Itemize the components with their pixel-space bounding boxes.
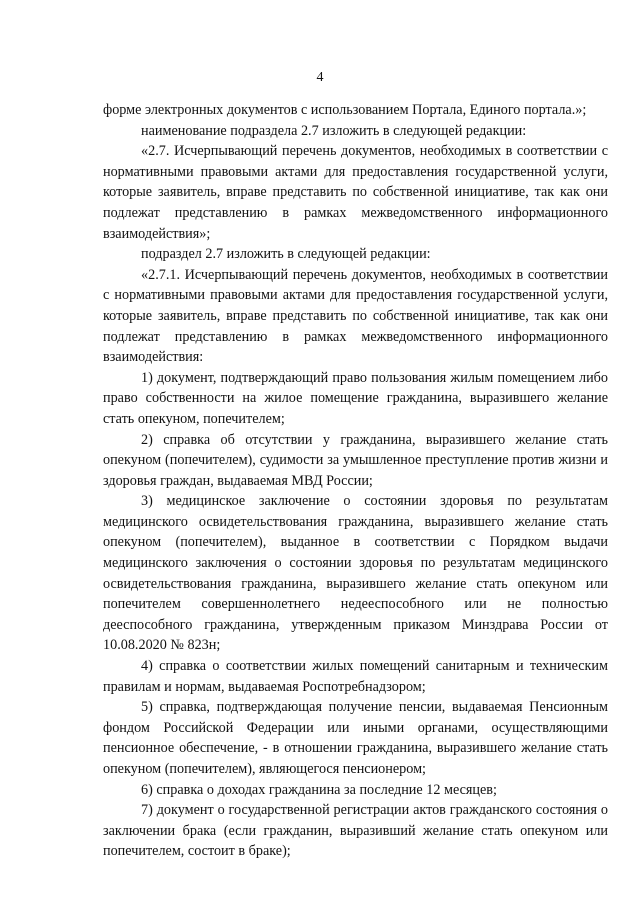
document-body	[103, 100, 608, 862]
list-item-5: 5) справка, подтверждающая получение пенсии, выдаваемая Пенсионным фондом Российской Федерации или иными органами, осуществляющими пенсионное обеспечение, - в отношении гражданина, выразившего желание стать опекуном (попечителем), являющегося пенсионером;	[103, 699, 608, 777]
list-item-4: 4) справка о соответствии жилых помещений санитарным и техническим правилам и нормам, выдаваемая Роспотребнадзором;	[103, 658, 608, 695]
paragraph-subsection-instruction: подраздел 2.7 изложить в следующей редакции:	[141, 246, 431, 263]
paragraph-subsection-title-instruction: наименование подраздела 2.7 изложить в следующей редакции:	[141, 122, 527, 139]
paragraph-subsection-2-7-title: «2.7. Исчерпывающий перечень документов, необходимых в соответствии с нормативными правовыми актами для предоставления государственной услуги, которые заявитель, вправе представить по собственной инициативе, так как они подлежат представлению в рамках межведомственного информационного взаимодействия»;	[103, 143, 608, 242]
list-item-1: 1) документ, подтверждающий право пользования жилым помещением либо право собственности на жилое помещение гражданина, выразившего желание стать опекуном, попечителем;	[103, 369, 608, 427]
list-item-2: 2) справка об отсутствии у гражданина, выразившего желание стать опекуном (попечителем), судимости за умышленное преступление против жизни и здоровья граждан, выдаваемая МВД России;	[103, 431, 608, 489]
list-item-7: 7) документ о государственной регистрации актов гражданского состояния о заключении брака (если гражданин, выразивший желание стать опекуном или попечителем, состоит в браке);	[103, 802, 608, 860]
list-item-3: 3) медицинское заключение о состоянии здоровья по результатам медицинского освидетельствования гражданина, выразившего желание стать опекуном (попечителем), выданное в соответствии с Порядком выдачи медицинского заключения о состоянии здоровья по результатам медицинского освидетельствования гражданина, выразившего желание стать опекуном или попечителем совершеннолетнего недееспособного или не полностью дееспособного гражданина, утвержденным приказом Минздрава России от 10.08.2020 № 823н;	[103, 493, 608, 654]
paragraph-2-7-1: «2.7.1. Исчерпывающий перечень документов, необходимых в соответствии с нормативными правовыми актами для предоставления государственной услуги, которые заявитель, вправе представить по собственной инициативе, так как они подлежат представлению в рамках межведомственного информационного взаимодействия:	[103, 266, 608, 366]
list-item-6: 6) справка о доходах гражданина за последние 12 месяцев;	[141, 781, 497, 798]
paragraph-continuation: форме электронных документов с использованием Портала, Единого портала.»;	[103, 102, 587, 118]
page-number: 4	[316, 70, 324, 85]
